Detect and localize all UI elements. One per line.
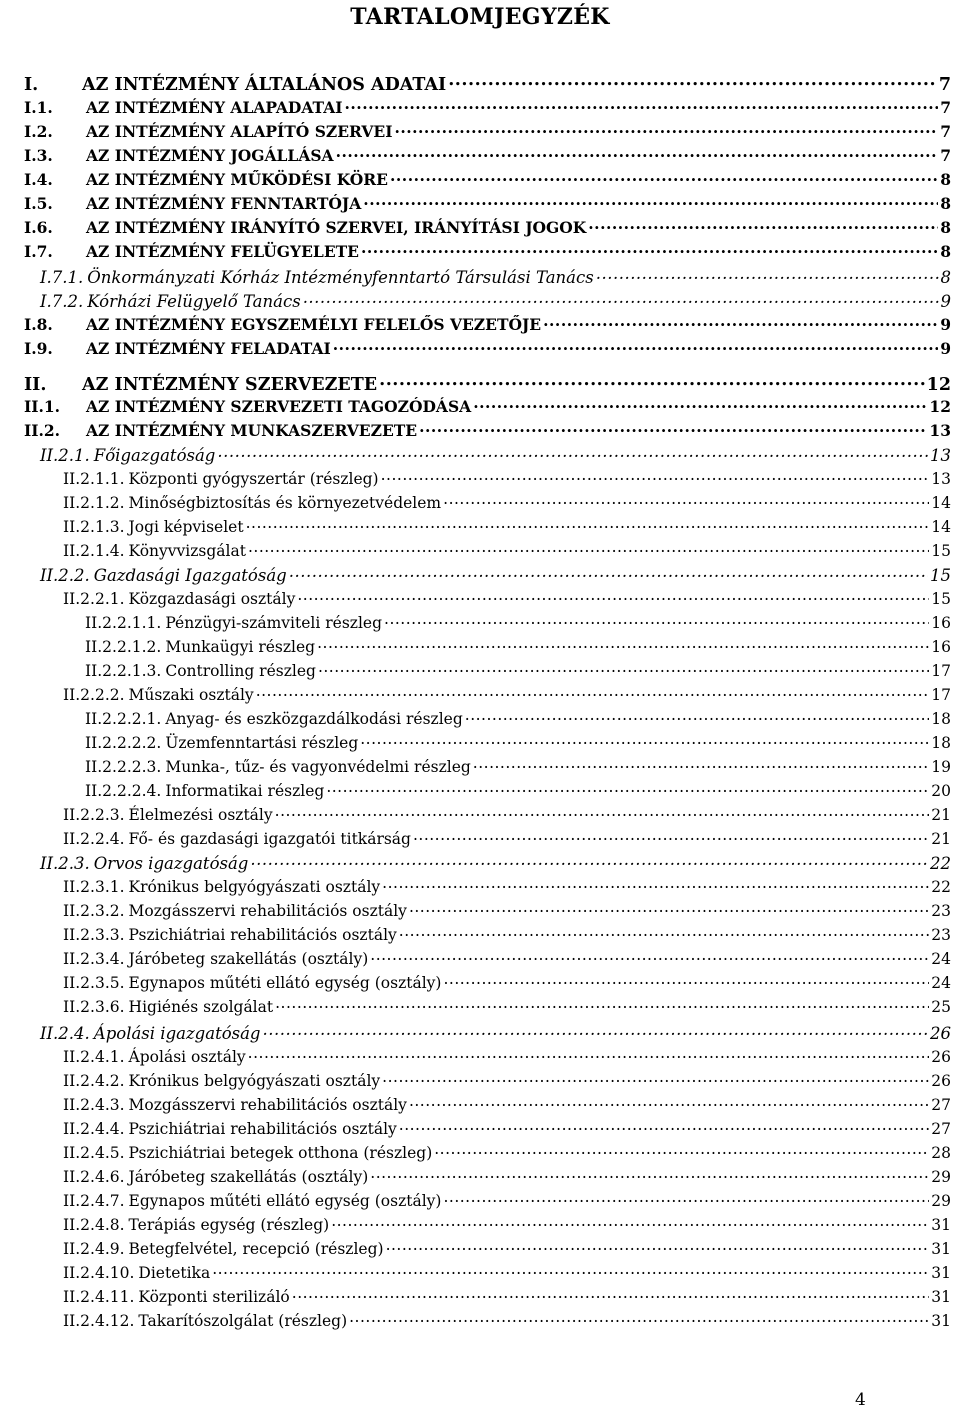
toc-entry-page: 31 <box>931 1311 951 1330</box>
toc-entry-title: Munka-, tűz- és vagyonvédelmi részleg <box>165 757 471 776</box>
toc-entry-page: 15 <box>930 565 951 585</box>
toc-entry[interactable] <box>24 241 951 261</box>
toc-entry-page: 20 <box>931 781 951 800</box>
toc-entry[interactable] <box>63 948 951 968</box>
toc-entry-page: 18 <box>931 709 951 728</box>
toc-dot-leader <box>473 756 929 772</box>
toc-entry-page: 31 <box>931 1215 951 1234</box>
toc-dot-leader <box>349 1310 929 1326</box>
toc-entry[interactable] <box>24 145 951 165</box>
toc-entry-title: Kórházi Felügyelő Tanács <box>87 291 301 311</box>
toc-entry-number: II.2.4.3. <box>63 1095 125 1114</box>
toc-dot-leader <box>275 804 930 820</box>
toc-entry-number: II. <box>24 374 47 395</box>
toc-entry-number: II.2.2.2.4. <box>85 781 162 800</box>
toc-entry-page: 7 <box>940 121 951 141</box>
toc-entry-number: I.7.1. <box>40 267 84 287</box>
toc-dot-leader <box>361 241 938 257</box>
toc-entry-number: II.2.3.6. <box>63 997 125 1016</box>
toc-entry-number: II.2.4.6. <box>63 1167 125 1186</box>
toc-entry-title: AZ INTÉZMÉNY SZERVEZETE <box>82 374 378 395</box>
toc-entry-page: 31 <box>931 1239 951 1258</box>
toc-dot-leader <box>336 145 939 161</box>
toc-entry-page: 15 <box>931 541 951 560</box>
toc-entry-title: AZ INTÉZMÉNY MŰKÖDÉSI KÖRE <box>86 169 389 189</box>
toc-entry-number: II.2.2.1.2. <box>85 637 162 656</box>
toc-entry-number: II.2.1.3. <box>63 517 125 536</box>
toc-entry[interactable] <box>63 1310 951 1330</box>
toc-dot-leader <box>413 828 929 844</box>
toc-entry-page: 8 <box>940 169 951 189</box>
toc-entry-title: Takarítószolgálat (részleg) <box>138 1311 348 1330</box>
toc-entry-page: 13 <box>931 469 951 488</box>
toc-dot-leader <box>394 121 938 137</box>
toc-dot-leader <box>543 314 938 330</box>
toc-entry-title: AZ INTÉZMÉNY SZERVEZETI TAGOZÓDÁSA <box>86 396 472 416</box>
toc-dot-leader <box>275 996 929 1012</box>
toc-dot-leader <box>289 564 928 581</box>
toc-entry-title: Ápolási osztály <box>128 1047 246 1066</box>
toc-entry-page: 8 <box>940 267 951 287</box>
toc-entry[interactable] <box>24 396 951 416</box>
page-title: TARTALOMJEGYZÉK <box>350 4 610 30</box>
toc-dot-leader <box>303 290 939 307</box>
toc-entry[interactable] <box>63 1262 951 1282</box>
toc-entry-title: Krónikus belgyógyászati osztály <box>128 877 381 896</box>
toc-entry-title: Fő- és gazdasági igazgatói titkárság <box>128 829 411 848</box>
toc-entry-title: AZ INTÉZMÉNY FENNTARTÓJA <box>86 193 362 213</box>
toc-entry-page: 25 <box>931 997 951 1016</box>
toc-entry[interactable] <box>63 804 951 824</box>
toc-entry[interactable] <box>63 1142 951 1162</box>
toc-entry[interactable] <box>63 516 951 536</box>
toc-entry-page: 8 <box>940 193 951 213</box>
toc-entry-title: Pszichiátriai rehabilitációs osztály <box>128 1119 397 1138</box>
toc-entry-title: Főigazgatóság <box>93 445 216 465</box>
toc-entry-title: Mozgásszervi rehabilitációs osztály <box>128 1095 407 1114</box>
toc-entry-number: II.2.4. <box>40 1023 90 1043</box>
toc-dot-leader <box>434 1142 929 1158</box>
toc-entry-page: 23 <box>931 901 951 920</box>
toc-entry-number: II.2.3.3. <box>63 925 125 944</box>
toc-entry-number: II.2.2.4. <box>63 829 125 848</box>
toc-entry-title: Dietetika <box>138 1263 211 1282</box>
toc-entry[interactable] <box>24 372 951 395</box>
toc-entry-number: II.2.2.2.2. <box>85 733 162 752</box>
toc-entry-number: I.5. <box>24 193 53 213</box>
toc-entry[interactable] <box>24 420 951 440</box>
toc-entry[interactable] <box>63 1046 951 1066</box>
toc-entry-number: II.2.2. <box>40 565 90 585</box>
toc-dot-leader <box>409 900 929 916</box>
toc-entry-number: II.2.2.2.1. <box>85 709 162 728</box>
toc-entry-title: AZ INTÉZMÉNY MUNKASZERVEZETE <box>86 420 418 440</box>
toc-entry[interactable] <box>63 972 951 992</box>
toc-entry-page: 21 <box>931 805 951 824</box>
toc-entry-page: 28 <box>931 1143 951 1162</box>
toc-entry-title: Ápolási igazgatóság <box>93 1023 261 1043</box>
toc-entry-page: 24 <box>931 949 951 968</box>
toc-entry[interactable] <box>24 169 951 189</box>
toc-entry-number: II.2.2.3. <box>63 805 125 824</box>
toc-entry-number: I.7. <box>24 241 53 261</box>
toc-dot-leader <box>345 97 939 113</box>
toc-dot-leader <box>326 780 929 796</box>
toc-entry-number: II.2.1.1. <box>63 469 125 488</box>
toc-entry-number: II.2.2.2.3. <box>85 757 162 776</box>
toc-dot-leader <box>596 266 939 283</box>
toc-entry-number: I.1. <box>24 97 53 117</box>
toc-entry-title: AZ INTÉZMÉNY FELADATAI <box>86 338 331 358</box>
toc-entry-page: 8 <box>940 217 951 237</box>
toc-dot-leader <box>465 708 930 724</box>
toc-entry-number: II.2. <box>24 420 61 440</box>
toc-dot-leader <box>384 612 929 628</box>
toc-entry[interactable] <box>85 780 951 800</box>
toc-dot-leader <box>588 217 938 233</box>
toc-entry-number: II.2.4.11. <box>63 1287 135 1306</box>
toc-entry-number: II.2.4.12. <box>63 1311 135 1330</box>
toc-entry[interactable] <box>63 996 951 1016</box>
toc-entry-number: II.2.1. <box>40 445 90 465</box>
toc-entry-page: 7 <box>938 74 951 95</box>
toc-entry-page: 29 <box>931 1191 951 1210</box>
toc-entry-number: II.2.4.5. <box>63 1143 125 1162</box>
toc-entry-title: Közgazdasági osztály <box>128 589 296 608</box>
toc-entry-page: 23 <box>931 925 951 944</box>
toc-dot-leader <box>370 1166 929 1182</box>
toc-entry[interactable] <box>63 876 951 896</box>
toc-entry-number: II.2.2.1. <box>63 589 125 608</box>
toc-dot-leader <box>443 1190 929 1206</box>
toc-entry-title: Higiénés szolgálat <box>128 997 274 1016</box>
toc-entry-title: Önkormányzati Kórház Intézményfenntartó Társulási Tanács <box>87 267 594 287</box>
toc-entry[interactable] <box>63 1166 951 1186</box>
toc-entry-number: II.2.3.1. <box>63 877 125 896</box>
toc-entry[interactable] <box>24 217 951 237</box>
toc-dot-leader <box>317 636 929 652</box>
toc-entry[interactable] <box>40 444 951 465</box>
toc-entry[interactable] <box>24 72 951 95</box>
toc-dot-leader <box>246 516 930 532</box>
toc-dot-leader <box>381 468 930 484</box>
toc-entry-title: Anyag- és eszközgazdálkodási részleg <box>165 709 463 728</box>
toc-dot-leader <box>370 948 929 964</box>
toc-entry-number: II.2.2.2. <box>63 685 125 704</box>
toc-dot-leader <box>250 852 928 869</box>
toc-entry-title: Pszichiátriai betegek otthona (részleg) <box>128 1143 433 1162</box>
toc-dot-leader <box>443 492 929 508</box>
toc-dot-leader <box>318 660 929 676</box>
toc-entry[interactable] <box>63 540 951 560</box>
toc-entry[interactable] <box>40 1022 951 1043</box>
toc-entry-title: Egynapos műtéti ellátó egység (osztály) <box>128 973 442 992</box>
toc-entry-page: 9 <box>940 338 951 358</box>
toc-entry-title: Controlling részleg <box>165 661 316 680</box>
toc-entry[interactable] <box>85 732 951 752</box>
toc-dot-leader <box>386 1238 930 1254</box>
toc-entry-title: Egynapos műtéti ellátó egység (osztály) <box>128 1191 442 1210</box>
toc-entry[interactable] <box>40 266 951 287</box>
toc-dot-leader <box>248 1046 930 1062</box>
toc-entry-number: II.2.3. <box>40 853 90 873</box>
toc-dot-leader <box>419 420 927 436</box>
toc-entry-number: I.3. <box>24 145 53 165</box>
toc-entry[interactable] <box>85 708 951 728</box>
toc-entry-page: 26 <box>930 1023 951 1043</box>
toc-entry-page: 26 <box>931 1071 951 1090</box>
toc-entry-title: Krónikus belgyógyászati osztály <box>128 1071 381 1090</box>
toc-entry-page: 24 <box>931 973 951 992</box>
toc-dot-leader <box>448 72 937 90</box>
toc-entry[interactable] <box>85 756 951 776</box>
toc-entry-number: II.2.3.5. <box>63 973 125 992</box>
toc-entry[interactable] <box>40 290 951 311</box>
toc-entry-number: II.2.4.2. <box>63 1071 125 1090</box>
toc-entry-title: AZ INTÉZMÉNY JOGÁLLÁSA <box>86 145 334 165</box>
toc-entry-title: Élelmezési osztály <box>128 805 273 824</box>
toc-entry[interactable] <box>63 828 951 848</box>
toc-entry[interactable] <box>63 1070 951 1090</box>
toc-entry-title: Minőségbiztosítás és környezetvédelem <box>128 493 442 512</box>
toc-entry-title: Orvos igazgatóság <box>93 853 249 873</box>
toc-entry-page: 21 <box>931 829 951 848</box>
toc-entry-page: 13 <box>930 445 951 465</box>
toc-entry-page: 27 <box>931 1119 951 1138</box>
toc-entry-page: 8 <box>940 241 951 261</box>
toc-entry-page: 22 <box>930 853 951 873</box>
toc-dot-leader <box>390 169 938 185</box>
toc-entry-number: I.6. <box>24 217 53 237</box>
toc-entry-page: 7 <box>940 145 951 165</box>
toc-entry-page: 17 <box>931 685 951 704</box>
toc-entry-page: 15 <box>931 589 951 608</box>
toc-dot-leader <box>382 876 929 892</box>
toc-dot-leader <box>379 372 925 390</box>
toc-entry-page: 18 <box>931 733 951 752</box>
toc-entry[interactable] <box>63 924 951 944</box>
toc-entry-page: 27 <box>931 1095 951 1114</box>
toc-entry-page: 29 <box>931 1167 951 1186</box>
toc-dot-leader <box>212 1262 929 1278</box>
toc-entry-title: Betegfelvétel, recepció (részleg) <box>128 1239 384 1258</box>
toc-entry-number: II.2.4.7. <box>63 1191 125 1210</box>
toc-entry-title: Munkaügyi részleg <box>165 637 316 656</box>
toc-entry-number: II.2.4.9. <box>63 1239 125 1258</box>
toc-entry-page: 17 <box>931 661 951 680</box>
toc-dot-leader <box>292 1286 930 1302</box>
toc-entry-number: I.4. <box>24 169 53 189</box>
toc-entry[interactable] <box>63 468 951 488</box>
toc-entry-page: 26 <box>931 1047 951 1066</box>
toc-entry-title: AZ INTÉZMÉNY ÁLTALÁNOS ADATAI <box>82 74 447 95</box>
toc-entry-number: I.2. <box>24 121 53 141</box>
toc-entry-title: AZ INTÉZMÉNY FELÜGYELETE <box>86 241 359 261</box>
toc-entry-title: AZ INTÉZMÉNY IRÁNYÍTÓ SZERVEI, IRÁNYÍTÁSI JOGOK <box>86 217 587 237</box>
toc-dot-leader <box>256 684 930 700</box>
toc-entry-page: 12 <box>926 374 951 395</box>
toc-entry-page: 19 <box>931 757 951 776</box>
toc-entry-title: Műszaki osztály <box>128 685 254 704</box>
toc-entry-number: II.2.4.8. <box>63 1215 125 1234</box>
toc-dot-leader <box>443 972 929 988</box>
toc-entry-title: AZ INTÉZMÉNY ALAPADATAI <box>86 97 343 117</box>
toc-dot-leader <box>399 1118 929 1134</box>
toc-entry-page: 14 <box>931 517 951 536</box>
toc-entry-number: I.8. <box>24 314 53 334</box>
toc-entry[interactable] <box>24 314 951 334</box>
toc-entry-number: I. <box>24 74 39 95</box>
toc-dot-leader <box>399 924 929 940</box>
toc-dot-leader <box>333 338 938 354</box>
toc-entry-title: AZ INTÉZMÉNY EGYSZEMÉLYI FELELŐS VEZETŐJE <box>86 314 542 334</box>
toc-entry-page: 14 <box>931 493 951 512</box>
toc-dot-leader <box>331 1214 929 1230</box>
toc-entry-page: 16 <box>931 613 951 632</box>
toc-entry-title: Pénzügyi-számviteli részleg <box>165 613 383 632</box>
toc-entry[interactable] <box>63 900 951 920</box>
toc-entry-title: Terápiás egység (részleg) <box>128 1215 330 1234</box>
toc-entry[interactable] <box>85 636 951 656</box>
toc-entry-title: Jogi képviselet <box>128 517 244 536</box>
toc-entry[interactable] <box>40 852 951 873</box>
toc-entry-title: Gazdasági Igazgatóság <box>93 565 287 585</box>
toc-entry-page: 16 <box>931 637 951 656</box>
toc-entry-page: 12 <box>929 396 951 416</box>
toc-entry[interactable] <box>85 612 951 632</box>
toc-entry-number: II.2.4.4. <box>63 1119 125 1138</box>
toc-entry-number: II.2.2.1.1. <box>85 613 162 632</box>
toc-dot-leader <box>217 444 928 461</box>
toc-entry-number: I.9. <box>24 338 53 358</box>
toc-dot-leader <box>409 1094 929 1110</box>
toc-entry-number: II.2.3.4. <box>63 949 125 968</box>
toc-entry-number: II.2.1.2. <box>63 493 125 512</box>
toc-dot-leader <box>473 396 927 412</box>
toc-entry-page: 9 <box>940 314 951 334</box>
toc-entry[interactable] <box>24 338 951 358</box>
toc-entry[interactable] <box>40 564 951 585</box>
toc-entry[interactable] <box>24 193 951 213</box>
toc-entry[interactable] <box>63 684 951 704</box>
toc-entry-page: 13 <box>929 420 951 440</box>
toc-entry-page: 31 <box>931 1263 951 1282</box>
toc-entry[interactable] <box>63 1118 951 1138</box>
toc-dot-leader <box>382 1070 929 1086</box>
toc-entry-title: Járóbeteg szakellátás (osztály) <box>128 949 369 968</box>
toc-entry-title: AZ INTÉZMÉNY ALAPÍTÓ SZERVEI <box>86 121 393 141</box>
toc-entry-page: 7 <box>940 97 951 117</box>
toc-entry[interactable] <box>85 660 951 680</box>
toc-entry[interactable] <box>63 1190 951 1210</box>
toc-entry[interactable] <box>63 1238 951 1258</box>
toc-entry-page: 9 <box>940 291 951 311</box>
toc-entry-title: Üzemfenntartási részleg <box>165 733 359 752</box>
toc-entry-title: Központi sterilizáló <box>138 1287 290 1306</box>
toc-entry[interactable] <box>63 1094 951 1114</box>
toc-dot-leader <box>363 193 938 209</box>
toc-entry-title: Könyvvizsgálat <box>128 541 246 560</box>
toc-dot-leader <box>297 588 929 604</box>
toc-entry-title: Járóbeteg szakellátás (osztály) <box>128 1167 369 1186</box>
toc-entry[interactable] <box>63 492 951 512</box>
toc-entry[interactable] <box>63 1214 951 1234</box>
toc-entry[interactable] <box>63 1286 951 1306</box>
toc-entry-number: II.2.4.10. <box>63 1263 135 1282</box>
toc-dot-leader <box>263 1022 929 1039</box>
toc-entry-title: Központi gyógyszertár (részleg) <box>128 469 379 488</box>
toc-entry-number: I.7.2. <box>40 291 84 311</box>
toc-entry-number: II.2.3.2. <box>63 901 125 920</box>
toc-entry[interactable] <box>24 121 951 141</box>
toc-entry-number: II.1. <box>24 396 61 416</box>
toc-entry-title: Mozgásszervi rehabilitációs osztály <box>128 901 407 920</box>
page-number: 4 <box>855 1390 866 1410</box>
toc-entry[interactable] <box>63 588 951 608</box>
toc-dot-leader <box>360 732 929 748</box>
toc-entry-number: II.2.1.4. <box>63 541 125 560</box>
toc-entry-number: II.2.2.1.3. <box>85 661 162 680</box>
toc-entry-title: Pszichiátriai rehabilitációs osztály <box>128 925 397 944</box>
toc-entry-page: 31 <box>931 1287 951 1306</box>
toc-entry[interactable] <box>24 97 951 117</box>
toc-dot-leader <box>248 540 929 556</box>
toc-entry-number: II.2.4.1. <box>63 1047 125 1066</box>
toc-entry-title: Informatikai részleg <box>165 781 325 800</box>
toc-entry-page: 22 <box>931 877 951 896</box>
